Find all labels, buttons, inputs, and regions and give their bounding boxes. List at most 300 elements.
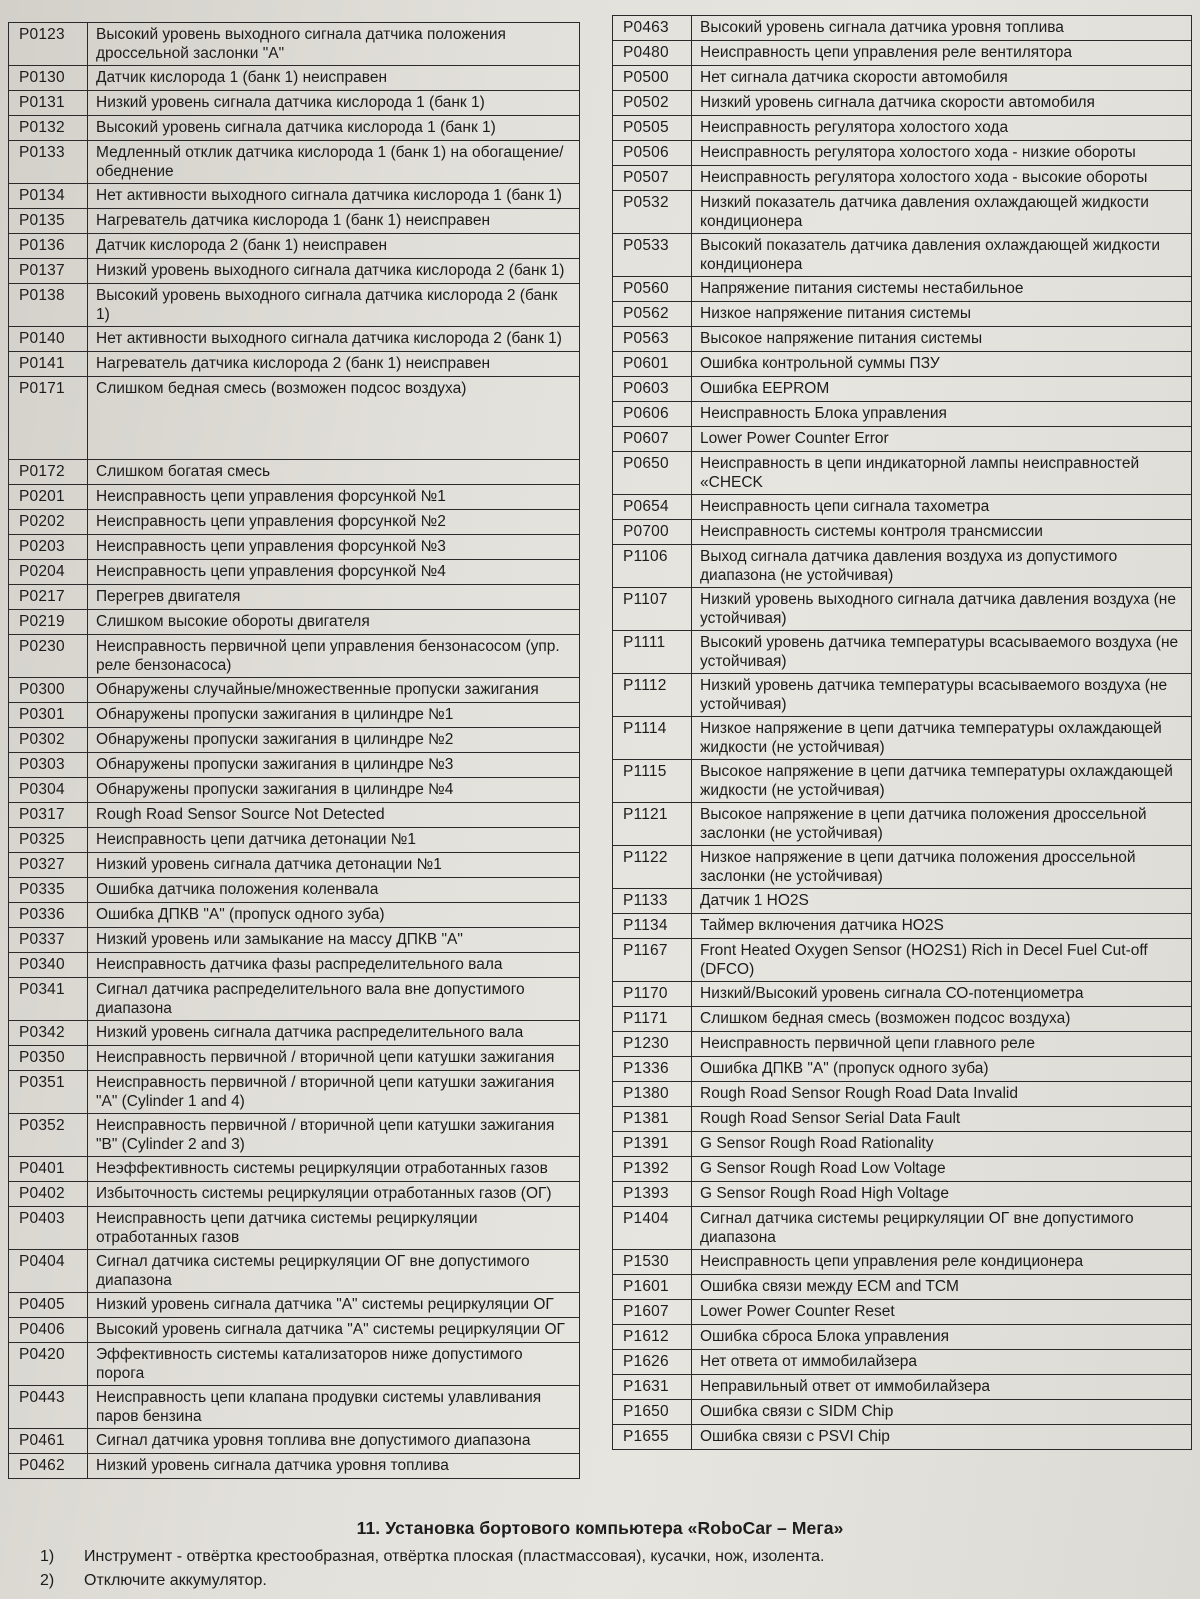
table-row bbox=[613, 1250, 1192, 1275]
error-code-cell: P0560 bbox=[613, 277, 692, 302]
table-row bbox=[9, 116, 580, 141]
right-column bbox=[612, 15, 1192, 1450]
error-description-cell: Перегрев двигателя bbox=[88, 585, 580, 610]
error-code-cell: P0325 bbox=[9, 828, 88, 853]
error-description-cell: Неисправность цепи датчика детонации №1 bbox=[88, 828, 580, 853]
table-row bbox=[613, 41, 1192, 66]
error-description-cell: Неисправность цепи управления реле кондиционера bbox=[692, 1250, 1192, 1275]
table-row bbox=[9, 953, 580, 978]
error-description-cell: Высокий уровень сигнала датчика уровня топлива bbox=[692, 16, 1192, 41]
error-description-cell: G Sensor Rough Road High Voltage bbox=[692, 1182, 1192, 1207]
error-description-cell: Высокое напряжение в цепи датчика температуры охлаждающей жидкости (не устойчивая) bbox=[692, 760, 1192, 803]
table-row bbox=[9, 828, 580, 853]
table-row bbox=[9, 1386, 580, 1429]
error-code-cell: P0463 bbox=[613, 16, 692, 41]
error-description-cell: Rough Road Sensor Source Not Detected bbox=[88, 803, 580, 828]
table-row bbox=[613, 166, 1192, 191]
error-description-cell: Rough Road Sensor Rough Road Data Invalid bbox=[692, 1082, 1192, 1107]
error-code-cell: P0303 bbox=[9, 753, 88, 778]
error-code-cell: P0137 bbox=[9, 259, 88, 284]
error-description-cell: Неисправность регулятора холостого хода bbox=[692, 116, 1192, 141]
error-description-cell: Ошибка связи с SIDM Chip bbox=[692, 1400, 1192, 1425]
error-code-cell: P0335 bbox=[9, 878, 88, 903]
table-row bbox=[9, 753, 580, 778]
error-description-cell: Сигнал датчика системы рециркуляции ОГ вне допустимого диапазона bbox=[692, 1207, 1192, 1250]
error-code-cell: P0654 bbox=[613, 495, 692, 520]
error-code-cell: P0130 bbox=[9, 66, 88, 91]
error-description-cell: Сигнал датчика распределительного вала вне допустимого диапазона bbox=[88, 978, 580, 1021]
error-description-cell: Неисправность цепи управления форсункой №1 bbox=[88, 485, 580, 510]
error-code-cell: P0404 bbox=[9, 1250, 88, 1293]
error-description-cell: Rough Road Sensor Serial Data Fault bbox=[692, 1107, 1192, 1132]
error-code-cell: P0606 bbox=[613, 402, 692, 427]
error-code-cell: P1122 bbox=[613, 846, 692, 889]
error-code-cell: P0203 bbox=[9, 535, 88, 560]
error-description-cell: Низкий уровень датчика температуры всасываемого воздуха (не устойчивая) bbox=[692, 674, 1192, 717]
error-code-cell: P0502 bbox=[613, 91, 692, 116]
error-code-cell: P0443 bbox=[9, 1386, 88, 1429]
error-code-cell: P1114 bbox=[613, 717, 692, 760]
table-row bbox=[613, 495, 1192, 520]
table-row bbox=[9, 803, 580, 828]
error-code-cell: P0507 bbox=[613, 166, 692, 191]
error-description-cell: Неэффективность системы рециркуляции отработанных газов bbox=[88, 1157, 580, 1182]
error-code-cell: P1530 bbox=[613, 1250, 692, 1275]
error-description-cell: Слишком богатая смесь bbox=[88, 460, 580, 485]
error-code-cell: P0402 bbox=[9, 1182, 88, 1207]
table-row bbox=[9, 485, 580, 510]
error-code-cell: P0462 bbox=[9, 1454, 88, 1479]
table-row bbox=[9, 728, 580, 753]
error-code-cell: P0650 bbox=[613, 452, 692, 495]
error-code-cell: P1115 bbox=[613, 760, 692, 803]
table-row bbox=[9, 209, 580, 234]
table-row bbox=[613, 520, 1192, 545]
error-code-cell: P0603 bbox=[613, 377, 692, 402]
table-row bbox=[9, 585, 580, 610]
table-row bbox=[613, 545, 1192, 588]
error-description-cell: Неисправность в цепи индикаторной лампы неисправностей «CHECK bbox=[692, 452, 1192, 495]
error-code-cell: P1380 bbox=[613, 1082, 692, 1107]
error-code-cell: P1404 bbox=[613, 1207, 692, 1250]
error-code-cell: P1381 bbox=[613, 1107, 692, 1132]
error-description-cell: Неисправность первичной цепи управления бензонасосом (упр. реле бензонасоса) bbox=[88, 635, 580, 678]
error-description-cell: Обнаружены пропуски зажигания в цилиндре №1 bbox=[88, 703, 580, 728]
error-description-cell: Неисправность первичной цепи главного реле bbox=[692, 1032, 1192, 1057]
error-description-cell: Таймер включения датчика HO2S bbox=[692, 914, 1192, 939]
table-row bbox=[613, 427, 1192, 452]
error-code-cell: P0134 bbox=[9, 184, 88, 209]
table-row bbox=[9, 1157, 580, 1182]
error-code-cell: P0352 bbox=[9, 1114, 88, 1157]
error-code-cell: P1133 bbox=[613, 889, 692, 914]
table-row bbox=[9, 978, 580, 1021]
error-description-cell: Неисправность первичной / вторичной цепи катушки зажигания bbox=[88, 1046, 580, 1071]
table-row bbox=[9, 1343, 580, 1386]
error-code-cell: P0317 bbox=[9, 803, 88, 828]
table-row bbox=[613, 1007, 1192, 1032]
table-row bbox=[9, 1021, 580, 1046]
table-row bbox=[9, 352, 580, 377]
table-row bbox=[613, 1350, 1192, 1375]
error-description-cell: Низкое напряжение в цепи датчика температуры охлаждающей жидкости (не устойчивая) bbox=[692, 717, 1192, 760]
error-description-cell: Нет активности выходного сигнала датчика кислорода 1 (банк 1) bbox=[88, 184, 580, 209]
table-row bbox=[613, 377, 1192, 402]
error-description-cell: Низкий уровень сигнала датчика скорости автомобиля bbox=[692, 91, 1192, 116]
error-description-cell: Нагреватель датчика кислорода 2 (банк 1) неисправен bbox=[88, 352, 580, 377]
error-description-cell: Низкий показатель датчика давления охлаждающей жидкости кондиционера bbox=[692, 191, 1192, 234]
error-code-cell: P1393 bbox=[613, 1182, 692, 1207]
error-description-cell: Слишком высокие обороты двигателя bbox=[88, 610, 580, 635]
table-row bbox=[613, 1400, 1192, 1425]
error-description-cell: Нет активности выходного сигнала датчика кислорода 2 (банк 1) bbox=[88, 327, 580, 352]
error-code-cell: P1631 bbox=[613, 1375, 692, 1400]
error-description-cell: Избыточность системы рециркуляции отработанных газов (ОГ) bbox=[88, 1182, 580, 1207]
table-row bbox=[613, 717, 1192, 760]
step-text: Отключите аккумулятор. bbox=[84, 1572, 267, 1589]
table-row bbox=[613, 1275, 1192, 1300]
table-row bbox=[9, 1429, 580, 1454]
error-code-cell: P1171 bbox=[613, 1007, 692, 1032]
error-code-cell: P0341 bbox=[9, 978, 88, 1021]
error-code-cell: P0219 bbox=[9, 610, 88, 635]
error-description-cell: Неисправность цепи управления форсункой №4 bbox=[88, 560, 580, 585]
error-description-cell: Нет сигнала датчика скорости автомобиля bbox=[692, 66, 1192, 91]
error-code-cell: P0700 bbox=[613, 520, 692, 545]
error-code-cell: P0230 bbox=[9, 635, 88, 678]
error-code-cell: P0420 bbox=[9, 1343, 88, 1386]
table-row bbox=[613, 1107, 1192, 1132]
table-row bbox=[9, 23, 580, 66]
error-code-cell: P0135 bbox=[9, 209, 88, 234]
error-code-cell: P0532 bbox=[613, 191, 692, 234]
error-code-cell: P1391 bbox=[613, 1132, 692, 1157]
table-row bbox=[9, 1114, 580, 1157]
table-row bbox=[613, 674, 1192, 717]
table-row bbox=[9, 878, 580, 903]
table-row bbox=[9, 535, 580, 560]
table-row bbox=[9, 635, 580, 678]
error-code-cell: P0201 bbox=[9, 485, 88, 510]
error-description-cell: Ошибка датчика положения коленвала bbox=[88, 878, 580, 903]
table-row bbox=[9, 610, 580, 635]
section-title: 11. Установка бортового компьютера «RoboCar – Мега» bbox=[356, 1518, 844, 1538]
error-description-cell: Низкое напряжение питания системы bbox=[692, 302, 1192, 327]
error-code-cell: P0172 bbox=[9, 460, 88, 485]
table-row bbox=[9, 327, 580, 352]
error-code-cell: P0217 bbox=[9, 585, 88, 610]
error-description-cell: Неисправность цепи управления форсункой №3 bbox=[88, 535, 580, 560]
error-description-cell: Front Heated Oxygen Sensor (HO2S1) Rich in Decel Fuel Cut-off (DFCO) bbox=[692, 939, 1192, 982]
error-code-cell: P0132 bbox=[9, 116, 88, 141]
error-code-cell: P1626 bbox=[613, 1350, 692, 1375]
error-description-cell: Неисправность цепи сигнала тахометра bbox=[692, 495, 1192, 520]
error-code-cell: P0350 bbox=[9, 1046, 88, 1071]
table-row bbox=[9, 1454, 580, 1479]
error-description-cell: Ошибка контрольной суммы ПЗУ bbox=[692, 352, 1192, 377]
table-row bbox=[613, 914, 1192, 939]
error-description-cell: Низкий уровень выходного сигнала датчика кислорода 2 (банк 1) bbox=[88, 259, 580, 284]
step-number: 2) bbox=[40, 1572, 55, 1589]
table-row bbox=[613, 631, 1192, 674]
error-code-cell: P0202 bbox=[9, 510, 88, 535]
table-row bbox=[9, 1071, 580, 1114]
error-description-cell: Высокий уровень датчика температуры всасываемого воздуха (не устойчивая) bbox=[692, 631, 1192, 674]
error-code-cell: P0140 bbox=[9, 327, 88, 352]
step-text: Инструмент - отвёртка крестообразная, отвёртка плоская (пластмассовая), кусачки, нож, изолента. bbox=[84, 1548, 825, 1565]
table-row bbox=[613, 191, 1192, 234]
error-description-cell: Высокое напряжение питания системы bbox=[692, 327, 1192, 352]
error-code-cell: P1106 bbox=[613, 545, 692, 588]
table-row bbox=[9, 678, 580, 703]
error-code-cell: P0601 bbox=[613, 352, 692, 377]
error-code-cell: P0138 bbox=[9, 284, 88, 327]
left-error-code-table bbox=[8, 22, 580, 1479]
instruction-step bbox=[40, 1545, 824, 1569]
error-code-cell: P1607 bbox=[613, 1300, 692, 1325]
error-code-cell: P0131 bbox=[9, 91, 88, 116]
error-description-cell: Неисправность первичной / вторичной цепи катушки зажигания "А" (Cylinder 1 and 4) bbox=[88, 1071, 580, 1114]
table-row bbox=[9, 1046, 580, 1071]
table-row bbox=[613, 234, 1192, 277]
error-code-cell: P0406 bbox=[9, 1318, 88, 1343]
table-row bbox=[9, 1293, 580, 1318]
table-row bbox=[9, 1250, 580, 1293]
error-code-cell: P1112 bbox=[613, 674, 692, 717]
instruction-steps bbox=[40, 1545, 824, 1593]
table-row bbox=[613, 1425, 1192, 1450]
error-description-cell: Низкий уровень сигнала датчика "А" системы рециркуляции ОГ bbox=[88, 1293, 580, 1318]
error-description-cell: Низкий/Высокий уровень сигнала СО-потенциометра bbox=[692, 982, 1192, 1007]
table-row bbox=[613, 1325, 1192, 1350]
error-description-cell: Ошибка связи между ЕСМ and TCM bbox=[692, 1275, 1192, 1300]
table-row bbox=[613, 327, 1192, 352]
error-code-cell: P0461 bbox=[9, 1429, 88, 1454]
table-row bbox=[9, 928, 580, 953]
error-code-cell: P1392 bbox=[613, 1157, 692, 1182]
error-code-cell: P0405 bbox=[9, 1293, 88, 1318]
error-description-cell: Датчик кислорода 1 (банк 1) неисправен bbox=[88, 66, 580, 91]
table-row bbox=[613, 277, 1192, 302]
error-code-cell: P0607 bbox=[613, 427, 692, 452]
table-row bbox=[613, 66, 1192, 91]
error-description-cell: Lower Power Counter Reset bbox=[692, 1300, 1192, 1325]
table-row bbox=[613, 846, 1192, 889]
error-description-cell: Неправильный ответ от иммобилайзера bbox=[692, 1375, 1192, 1400]
error-description-cell: Обнаружены пропуски зажигания в цилиндре №2 bbox=[88, 728, 580, 753]
table-row bbox=[613, 1300, 1192, 1325]
table-row bbox=[613, 91, 1192, 116]
error-code-cell: P0505 bbox=[613, 116, 692, 141]
table-row bbox=[9, 903, 580, 928]
table-row bbox=[613, 352, 1192, 377]
error-description-cell: Слишком бедная смесь (возможен подсос воздуха) bbox=[88, 377, 580, 460]
error-code-cell: P1612 bbox=[613, 1325, 692, 1350]
table-row bbox=[9, 1318, 580, 1343]
table-row bbox=[613, 452, 1192, 495]
table-row bbox=[9, 377, 580, 460]
table-row bbox=[9, 560, 580, 585]
table-row bbox=[613, 889, 1192, 914]
error-description-cell: Неисправность цепи управления реле вентилятора bbox=[692, 41, 1192, 66]
error-description-cell: Неисправность регулятора холостого хода - высокие обороты bbox=[692, 166, 1192, 191]
error-code-cell: P0500 bbox=[613, 66, 692, 91]
error-description-cell: Низкий уровень сигнала датчика кислорода 1 (банк 1) bbox=[88, 91, 580, 116]
table-row bbox=[9, 703, 580, 728]
error-code-cell: P1121 bbox=[613, 803, 692, 846]
error-code-cell: P0480 bbox=[613, 41, 692, 66]
error-description-cell: Высокий уровень выходного сигнала датчика положения дроссельной заслонки "А" bbox=[88, 23, 580, 66]
error-description-cell: G Sensor Rough Road Low Voltage bbox=[692, 1157, 1192, 1182]
error-code-cell: P1111 bbox=[613, 631, 692, 674]
error-code-cell: P0342 bbox=[9, 1021, 88, 1046]
error-description-cell: Высокий уровень выходного сигнала датчика кислорода 2 (банк 1) bbox=[88, 284, 580, 327]
error-code-cell: P1655 bbox=[613, 1425, 692, 1450]
table-row bbox=[613, 16, 1192, 41]
error-code-cell: P1230 bbox=[613, 1032, 692, 1057]
error-code-cell: P1170 bbox=[613, 982, 692, 1007]
error-description-cell: Неисправность цепи датчика системы рециркуляции отработанных газов bbox=[88, 1207, 580, 1250]
error-code-cell: P1107 bbox=[613, 588, 692, 631]
error-description-cell: G Sensor Rough Road Rationality bbox=[692, 1132, 1192, 1157]
error-code-cell: P0340 bbox=[9, 953, 88, 978]
table-row bbox=[613, 402, 1192, 427]
error-code-cell: P0351 bbox=[9, 1071, 88, 1114]
error-description-cell: Неисправность системы контроля трансмиссии bbox=[692, 520, 1192, 545]
error-description-cell: Ошибка сброса Блока управления bbox=[692, 1325, 1192, 1350]
error-code-cell: P0563 bbox=[613, 327, 692, 352]
table-row bbox=[9, 184, 580, 209]
instruction-step bbox=[40, 1569, 824, 1593]
error-description-cell: Обнаружены пропуски зажигания в цилиндре №4 bbox=[88, 778, 580, 803]
error-code-cell: P1167 bbox=[613, 939, 692, 982]
error-description-cell: Датчик 1 HO2S bbox=[692, 889, 1192, 914]
table-row bbox=[9, 853, 580, 878]
error-description-cell: Неисправность цепи клапана продувки системы улавливания паров бензина bbox=[88, 1386, 580, 1429]
error-code-cell: P0300 bbox=[9, 678, 88, 703]
error-code-cell: P0337 bbox=[9, 928, 88, 953]
error-description-cell: Ошибка ДПКВ "А" (пропуск одного зуба) bbox=[692, 1057, 1192, 1082]
table-row bbox=[9, 1207, 580, 1250]
step-number: 1) bbox=[40, 1548, 55, 1565]
error-code-cell: P0301 bbox=[9, 703, 88, 728]
error-description-cell: Слишком бедная смесь (возможен подсос воздуха) bbox=[692, 1007, 1192, 1032]
table-row bbox=[9, 259, 580, 284]
table-row bbox=[9, 91, 580, 116]
error-code-cell: P0401 bbox=[9, 1157, 88, 1182]
error-description-cell: Низкий уровень или замыкание на массу ДПКВ "А" bbox=[88, 928, 580, 953]
error-description-cell: Неисправность датчика фазы распределительного вала bbox=[88, 953, 580, 978]
table-row bbox=[613, 1157, 1192, 1182]
error-code-cell: P0204 bbox=[9, 560, 88, 585]
error-code-cell: P0403 bbox=[9, 1207, 88, 1250]
error-code-cell: P0506 bbox=[613, 141, 692, 166]
error-code-cell: P0302 bbox=[9, 728, 88, 753]
error-description-cell: Неисправность Блока управления bbox=[692, 402, 1192, 427]
error-description-cell: Сигнал датчика уровня топлива вне допустимого диапазона bbox=[88, 1429, 580, 1454]
error-description-cell: Эффективность системы катализаторов ниже допустимого порога bbox=[88, 1343, 580, 1386]
error-description-cell: Высокий уровень сигнала датчика кислорода 1 (банк 1) bbox=[88, 116, 580, 141]
error-code-cell: P0136 bbox=[9, 234, 88, 259]
error-code-cell: P0304 bbox=[9, 778, 88, 803]
error-description-cell: Низкий уровень выходного сигнала датчика давления воздуха (не устойчивая) bbox=[692, 588, 1192, 631]
table-row bbox=[613, 1207, 1192, 1250]
error-description-cell: Неисправность первичной / вторичной цепи катушки зажигания "В" (Cylinder 2 and 3) bbox=[88, 1114, 580, 1157]
table-row bbox=[613, 982, 1192, 1007]
error-code-cell: P1134 bbox=[613, 914, 692, 939]
error-code-cell: P0533 bbox=[613, 234, 692, 277]
error-description-cell: Низкое напряжение в цепи датчика положения дроссельной заслонки (не устойчивая) bbox=[692, 846, 1192, 889]
error-description-cell: Обнаружены случайные/множественные пропуски зажигания bbox=[88, 678, 580, 703]
table-row bbox=[613, 1057, 1192, 1082]
table-row bbox=[9, 460, 580, 485]
table-row bbox=[9, 284, 580, 327]
table-row bbox=[613, 116, 1192, 141]
error-description-cell: Высокий показатель датчика давления охлаждающей жидкости кондиционера bbox=[692, 234, 1192, 277]
table-row bbox=[613, 939, 1192, 982]
table-row bbox=[613, 1082, 1192, 1107]
error-code-cell: P0123 bbox=[9, 23, 88, 66]
table-row bbox=[613, 302, 1192, 327]
table-row bbox=[613, 1182, 1192, 1207]
error-description-cell: Ошибка ДПКВ "А" (пропуск одного зуба) bbox=[88, 903, 580, 928]
error-description-cell: Низкий уровень сигнала датчика детонации №1 bbox=[88, 853, 580, 878]
error-code-cell: P0133 bbox=[9, 141, 88, 184]
error-code-cell: P0171 bbox=[9, 377, 88, 460]
error-description-cell: Ошибка EEPROM bbox=[692, 377, 1192, 402]
error-description-cell: Датчик кислорода 2 (банк 1) неисправен bbox=[88, 234, 580, 259]
error-description-cell: Ошибка связи с PSVI Chip bbox=[692, 1425, 1192, 1450]
right-error-code-table bbox=[612, 15, 1192, 1450]
error-code-cell: P0141 bbox=[9, 352, 88, 377]
table-row bbox=[9, 66, 580, 91]
table-row bbox=[613, 1132, 1192, 1157]
table-row bbox=[613, 1032, 1192, 1057]
table-row bbox=[613, 760, 1192, 803]
error-code-cell: P0562 bbox=[613, 302, 692, 327]
error-description-cell: Медленный отклик датчика кислорода 1 (банк 1) на обогащение/обеднение bbox=[88, 141, 580, 184]
table-row bbox=[9, 778, 580, 803]
error-code-cell: P0327 bbox=[9, 853, 88, 878]
left-column bbox=[8, 22, 580, 1479]
error-description-cell: Выход сигнала датчика давления воздуха из допустимого диапазона (не устойчивая) bbox=[692, 545, 1192, 588]
error-description-cell: Нет ответа от иммобилайзера bbox=[692, 1350, 1192, 1375]
error-description-cell: Напряжение питания системы нестабильное bbox=[692, 277, 1192, 302]
error-code-cell: P1650 bbox=[613, 1400, 692, 1425]
error-description-cell: Низкий уровень сигнала датчика уровня топлива bbox=[88, 1454, 580, 1479]
table-row bbox=[613, 141, 1192, 166]
error-description-cell: Высокое напряжение в цепи датчика положения дроссельной заслонки (не устойчивая) bbox=[692, 803, 1192, 846]
error-description-cell: Lower Power Counter Error bbox=[692, 427, 1192, 452]
error-code-cell: P1601 bbox=[613, 1275, 692, 1300]
table-row bbox=[9, 510, 580, 535]
error-description-cell: Высокий уровень сигнала датчика "А" системы рециркуляции ОГ bbox=[88, 1318, 580, 1343]
error-description-cell: Неисправность цепи управления форсункой №2 bbox=[88, 510, 580, 535]
error-description-cell: Сигнал датчика системы рециркуляции ОГ вне допустимого диапазона bbox=[88, 1250, 580, 1293]
error-code-cell: P1336 bbox=[613, 1057, 692, 1082]
error-code-cell: P0336 bbox=[9, 903, 88, 928]
table-row bbox=[613, 1375, 1192, 1400]
table-row bbox=[9, 234, 580, 259]
error-description-cell: Нагреватель датчика кислорода 1 (банк 1) неисправен bbox=[88, 209, 580, 234]
error-description-cell: Неисправность регулятора холостого хода - низкие обороты bbox=[692, 141, 1192, 166]
table-row bbox=[613, 803, 1192, 846]
error-description-cell: Обнаружены пропуски зажигания в цилиндре №3 bbox=[88, 753, 580, 778]
table-row bbox=[9, 141, 580, 184]
error-description-cell: Низкий уровень сигнала датчика распределительного вала bbox=[88, 1021, 580, 1046]
table-row bbox=[613, 588, 1192, 631]
table-row bbox=[9, 1182, 580, 1207]
